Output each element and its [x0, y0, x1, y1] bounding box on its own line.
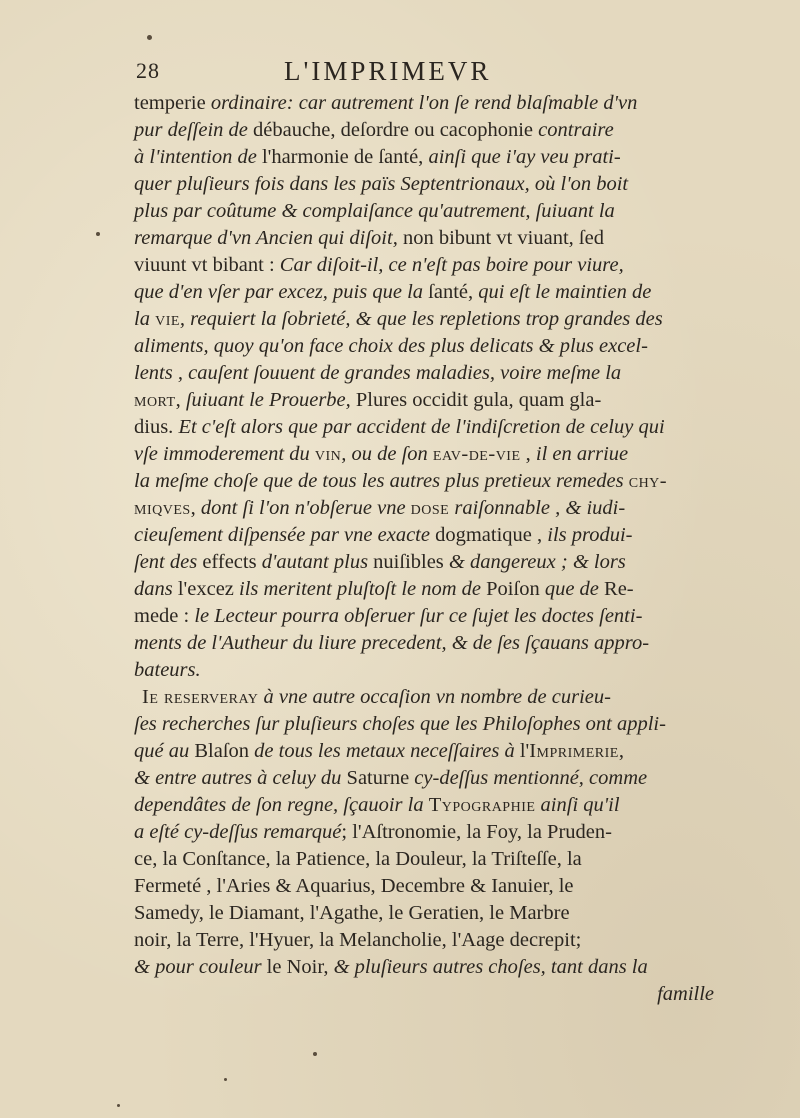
- text-line: [134, 603, 714, 630]
- italic-run: bateurs.: [134, 659, 201, 681]
- roman-run: ,: [175, 389, 186, 411]
- small-caps-run: miqves: [134, 497, 191, 519]
- small-caps-run: Imprimerie: [529, 740, 619, 762]
- italic-run: plus par coûtume & complaiſance qu'autrement, ſuiuant la: [134, 200, 615, 222]
- roman-run: Saturne: [346, 767, 415, 789]
- italic-run: cieuſement diſpensée par vne exacte: [134, 524, 436, 546]
- italic-run: contraire: [538, 119, 614, 141]
- italic-run: & dangereux ; & lors: [448, 551, 626, 573]
- small-caps-run: vie: [155, 308, 180, 330]
- roman-run: dius.: [134, 416, 179, 438]
- italic-run: il en arriue: [535, 443, 629, 465]
- text-line: [134, 171, 714, 198]
- italic-run: ſes recherches ſur pluſieurs choſes que les Philoſophes ont appli-: [134, 713, 666, 735]
- roman-run: débauche, deſordre ou cacophonie: [253, 119, 539, 141]
- roman-run: Plures occidit gula, quam gla-: [355, 389, 602, 411]
- paper-speck: [96, 232, 100, 236]
- body-text: [134, 90, 714, 1008]
- text-line: [134, 198, 714, 225]
- small-caps-run: chy-: [628, 470, 668, 492]
- italic-run: ainſi que i'ay veu prati-: [428, 146, 621, 168]
- italic-run: cy-deſſus mentionné, comme: [414, 767, 648, 789]
- italic-run: ſuiuant le Prouerbe,: [185, 389, 356, 411]
- small-caps-run: Ie reserveray: [142, 686, 259, 708]
- italic-run: ſent des: [134, 551, 203, 573]
- roman-run: l'excez: [177, 578, 240, 600]
- italic-run: ils produi-: [547, 524, 633, 546]
- italic-run: , requiert la ſobrieté, & que les repletions trop grandes des: [179, 308, 663, 330]
- text-line: [134, 306, 714, 333]
- text-line: [134, 333, 714, 360]
- text-line: [134, 360, 714, 387]
- text-line: [134, 630, 714, 657]
- text-line: [134, 792, 714, 819]
- paper-speck: [224, 1078, 227, 1081]
- text-line: [134, 765, 714, 792]
- page-header: [136, 56, 556, 90]
- roman-run: temperie: [134, 92, 211, 114]
- roman-run: l'harmonie de ſanté,: [261, 146, 429, 168]
- text-line: [134, 900, 714, 927]
- italic-run: dependâtes de ſon regne, ſçauoir la: [134, 794, 429, 816]
- roman-run: dogmatique ,: [435, 524, 548, 546]
- italic-run: la: [134, 308, 156, 330]
- roman-run: Samedy, le Diamant, l'Agathe, le Geratien, le Marbre: [134, 902, 570, 924]
- text-line: [134, 387, 714, 414]
- roman-run: Fermeté , l'Aries & Aquarius, Decembre & Ianuier, le: [134, 875, 574, 897]
- roman-run: Blaſon: [194, 740, 255, 762]
- paper-speck: [147, 35, 152, 40]
- running-title: L'IMPRIMEVR: [284, 56, 492, 86]
- roman-run: viuunt vt bibant :: [134, 254, 280, 276]
- italic-run: quer pluſieurs fois dans les païs Septentrionaux, où l'on boit: [134, 173, 629, 195]
- text-line: [134, 279, 714, 306]
- italic-run: vſe immoderement du: [134, 443, 315, 465]
- text-line: [134, 90, 714, 117]
- text-line: [134, 522, 714, 549]
- italic-run: & pluſieurs autres choſes, tant dans la: [333, 956, 648, 978]
- italic-run: & pour couleur: [134, 956, 267, 978]
- small-caps-run: dose: [410, 497, 450, 519]
- italic-run: la meſme choſe que de tous les autres plus pretieux remedes: [134, 470, 629, 492]
- italic-run: Et c'eſt alors que par accident de l'indiſcretion de celuy qui: [178, 416, 665, 438]
- roman-run: Re-: [604, 578, 634, 600]
- text-line: [134, 225, 714, 252]
- text-line: [134, 738, 714, 765]
- roman-run: ; l'Aſtronomie, la Foy, la Pruden-: [341, 821, 612, 843]
- italic-run: que d'en vſer par excez, puis que la: [134, 281, 429, 303]
- paper-speck: [117, 1104, 120, 1107]
- italic-run: qué au: [134, 740, 195, 762]
- text-line: [134, 819, 714, 846]
- text-line: [134, 549, 714, 576]
- italic-run: aliments, quoy qu'on face choix des plus delicats & plus excel-: [134, 335, 648, 357]
- italic-run: & entre autres à celuy du: [134, 767, 347, 789]
- italic-run: , ou de ſon: [341, 443, 433, 465]
- roman-run: ,: [190, 497, 201, 519]
- roman-run: non bibunt vt viuant, ſed: [402, 227, 604, 249]
- italic-run: a eſté cy-deſſus remarqué: [134, 821, 342, 843]
- italic-run: que de: [544, 578, 605, 600]
- roman-run: ,: [520, 443, 536, 465]
- text-line: [134, 117, 714, 144]
- paper-speck: [313, 1052, 317, 1056]
- text-line: [134, 846, 714, 873]
- italic-run: dans: [134, 578, 178, 600]
- italic-run: Car diſoit-il, ce n'eſt pas boire pour viure,: [279, 254, 624, 276]
- small-caps-run: mort: [134, 389, 176, 411]
- text-line: [134, 927, 714, 954]
- italic-run: ils meritent pluſtoſt le nom de: [239, 578, 487, 600]
- text-line: [134, 873, 714, 900]
- text-line: [134, 981, 714, 1008]
- italic-run: le Lecteur pourra obſeruer ſur ce ſujet les doctes ſenti-: [194, 605, 643, 627]
- text-line: [134, 954, 714, 981]
- italic-run: raiſonnable , & iudi-: [449, 497, 626, 519]
- text-line: [134, 414, 714, 441]
- text-line: [134, 252, 714, 279]
- text-line: [134, 468, 714, 495]
- roman-run: noir, la Terre, l'Hyuer, la Melancholie, l'Aage decrepit;: [134, 929, 582, 951]
- roman-run: effects: [202, 551, 262, 573]
- italic-run: lents , cauſent ſouuent de grandes maladies, voire meſme la: [134, 362, 622, 384]
- italic-run: à vne autre occaſion vn nombre de curieu-: [258, 686, 611, 708]
- roman-run: nuiſibles: [373, 551, 449, 573]
- italic-run: remarque d'vn Ancien qui diſoit,: [134, 227, 403, 249]
- small-caps-run: eav-de-vie: [432, 443, 521, 465]
- roman-run: mede :: [134, 605, 195, 627]
- text-line: [134, 684, 714, 711]
- small-caps-run: Typographie: [428, 794, 536, 816]
- text-line: [134, 576, 714, 603]
- text-line: [134, 495, 714, 522]
- small-caps-run: vin: [314, 443, 342, 465]
- italic-run: d'autant plus: [261, 551, 374, 573]
- page-number: 28: [136, 58, 160, 83]
- italic-run: dont ſi l'on n'obſerue vne: [200, 497, 411, 519]
- italic-run: ordinaire: car autrement l'on ſe rend blaſmable d'vn: [210, 92, 638, 114]
- text-line: [134, 711, 714, 738]
- roman-run: Poiſon: [486, 578, 545, 600]
- italic-run: de tous les metaux neceſſaires à: [254, 740, 520, 762]
- text-line: [134, 144, 714, 171]
- roman-run: ſanté,: [428, 281, 479, 303]
- italic-run: ments de l'Autheur du liure precedent, & de ſes ſçauans appro-: [134, 632, 650, 654]
- text-line: [134, 657, 714, 684]
- italic-run: pur deſſein de: [134, 119, 253, 141]
- italic-run: ainſi qu'il: [535, 794, 620, 816]
- italic-run: famille: [657, 983, 714, 1005]
- italic-run: à l'intention de: [134, 146, 262, 168]
- roman-run: l': [519, 740, 530, 762]
- text-line: [134, 441, 714, 468]
- roman-run: ce, la Conſtance, la Patience, la Douleur, la Triſteſſe, la: [134, 848, 582, 870]
- roman-run: ,: [618, 740, 624, 762]
- roman-run: le Noir,: [266, 956, 334, 978]
- italic-run: qui eſt le maintien de: [478, 281, 652, 303]
